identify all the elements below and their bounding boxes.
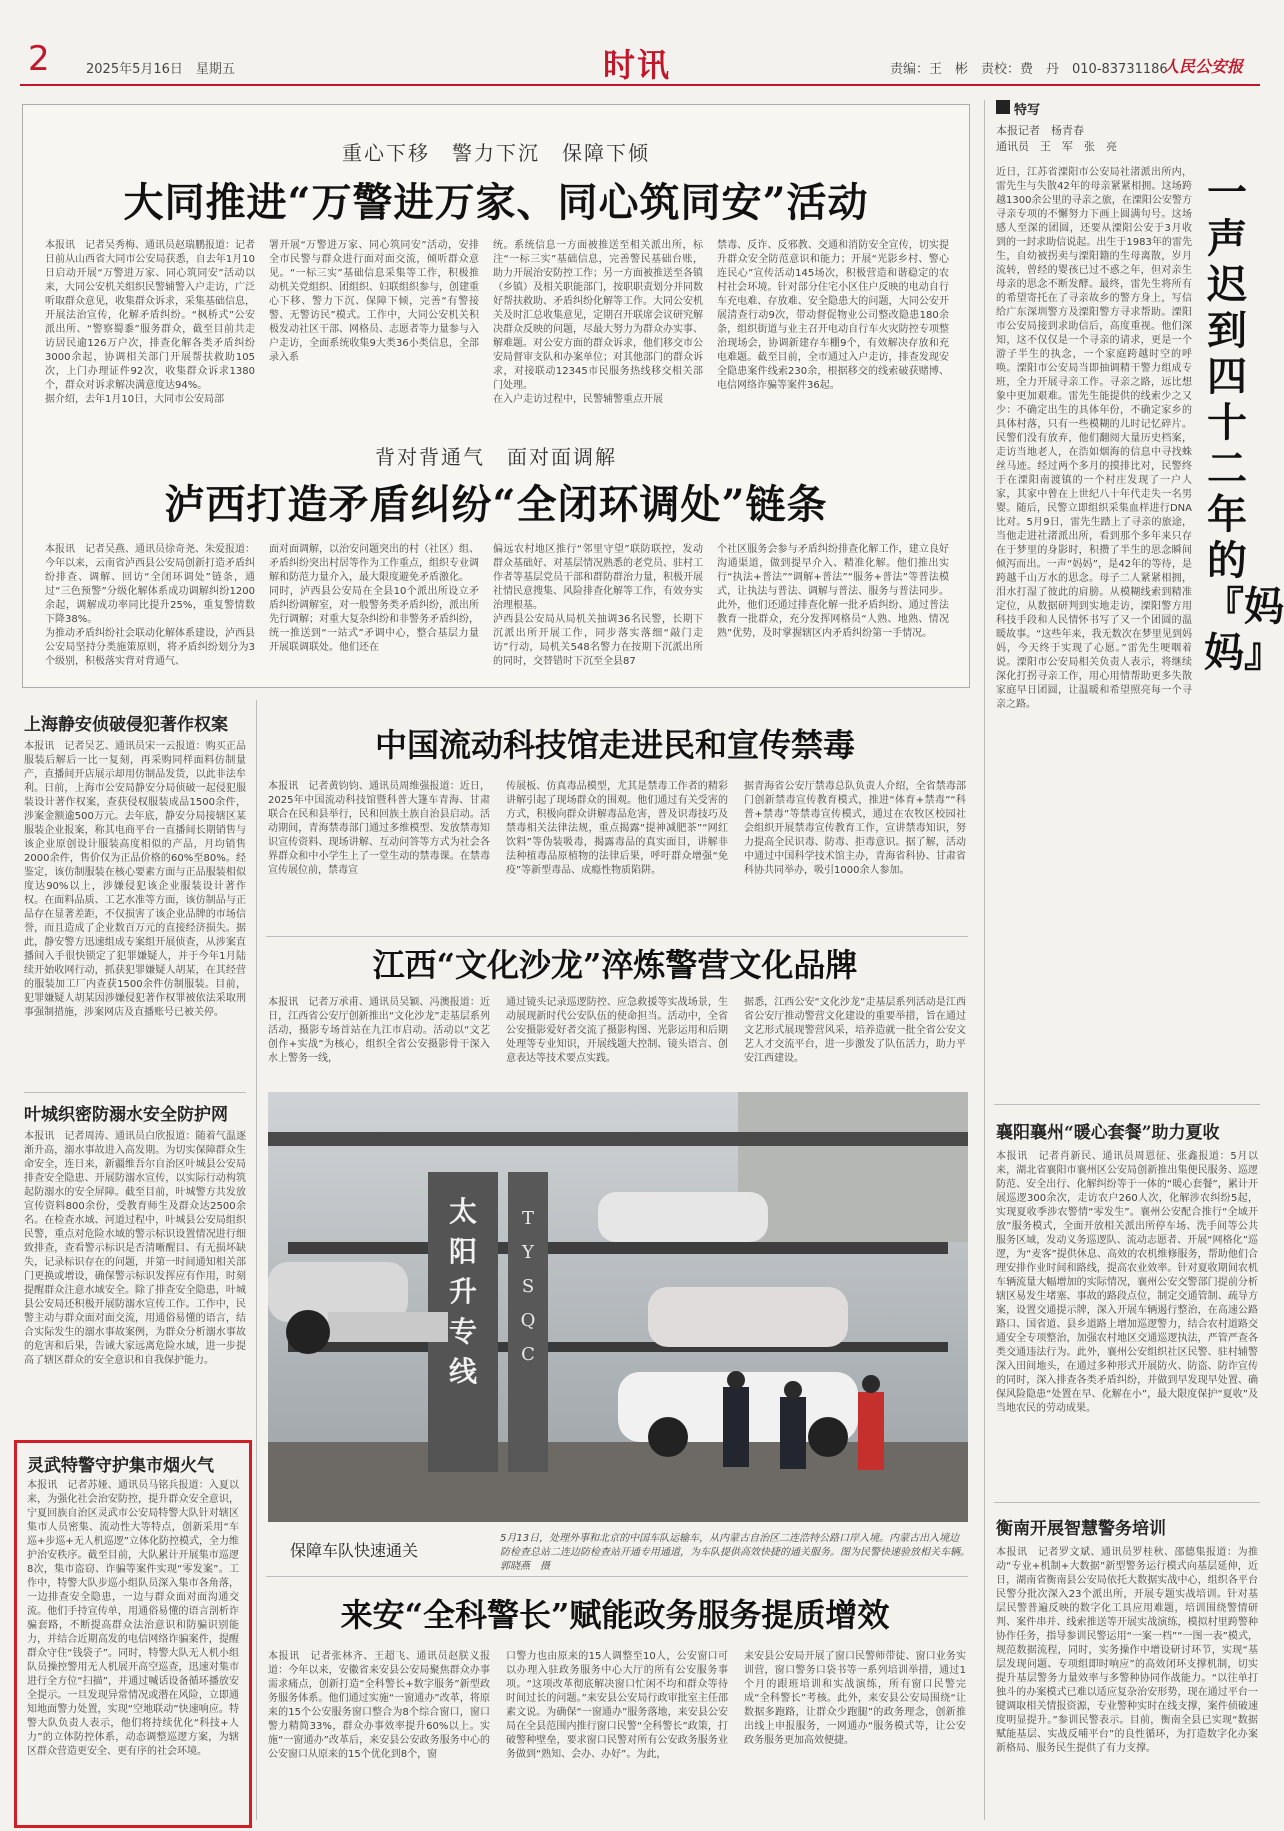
photo-caption: 5月13日，处理外事和北京的中国车队运输车，从内蒙古自治区二连浩特公路口岸入境。内蒙古出入境边防检查总站二连边防检查站开通专用通道，为车队提供高效快捷的通关服务。图为民警快速验放相关车辆。 郭晓燕 摄 — [500, 1533, 965, 1572]
article3-col3: 据青海省公安厅禁毒总队负责人介绍，全省禁毒部门创新禁毒宣传教育模式，推进“体育+禁毒”“科普+禁毒”等禁毒宣传模式，通过在农牧区校园社会组织开展禁毒宣传教育工作，宣讲禁毒知识，努力提高全民识毒、防毒、拒毒意识。据了解，活动中通过中国科学技术馆主办，青海省科协、甘肃省科协共同举办，吸引1000余人参加。 — [744, 781, 966, 876]
section-title: 时讯 — [603, 46, 672, 84]
page-header — [0, 0, 1280, 90]
editor-credits: 责编：王 彬 责校：费 丹 010-83731186 — [890, 62, 1168, 77]
feature-vertical-title: 一声迟到四十二年的『妈妈』 — [1204, 169, 1284, 676]
divider — [994, 1502, 1260, 1503]
article5-col2: 口警力也由原来的15人调整至10人，公安窗口可以办理入驻政务服务中心大厅的所有公安服务事项。“这项改革彻底解决窗口忙闲不均和群众等待时间过长的问题。”来安县公安局行政审批室主任邵素文说。为确保“一窗通办”服务落地，来安县公安局在全县范围内推行窗口民警“全科警长”政策，打破警种壁垒，要求窗口民警对所有公安政务服务业务做到“熟知、会办、办好”。为此， — [506, 1651, 728, 1760]
article1-col3: 统。系统信息一方面被推送至相关派出所，标注“一标三实”基础信息，完善警民基础台账，助力开展治安防控工作；另一方面被推送至各镇（乡镇）及相关职能部门，按职职责划分并同数好帮扶救助、矛盾纠纷化解等工作。大同公安机关及时汇总收集意见，定期召开联席会议研究解决群众反映的问题，尽最大努力为群众办实事、解难题。对公安方面的群众诉求，他们移交市公安局督审支队和办案单位；对其他部门的群众诉求，对接联动12345市民服务热线移交相关部门处理。 在入户走访过程中，民警辅警重点开展 — [493, 240, 703, 405]
xiangyang-title: 襄阳襄州“暖心套餐”助力夏收 — [996, 1123, 1220, 1143]
article2-col3: 偏远农村地区推行“邻里守望”联防联控，发动群众基础好、对基层情况熟悉的老党员、驻村工作者等基层党员干部和群防群治力量，积极开展社情民意搜集、风险排查化解等工作，有效夯实治理根基。 泸西县公安局从局机关抽调36名民警，长期下沉派出所开展工作，同步落实落细“敲门走访”行动，局机关548名警力在按期下沉派出所的同时，交替错时下沉至全县87 — [493, 544, 703, 667]
article5-col3: 来安县公安局开展了窗口民警师带徒、窗口业务实训营，窗口警务口袋书等一系列培训举措，通过1个月的跟班培训和实战演练，所有窗口民警完成“全科警长”考核。此外，来安县公安局围绕“让数据多跑路，让群众少跑腿”的政务理念，创新推出线上申报服务，一网通办“服务模式等，让公安政务服务更加高效便捷。 — [744, 1651, 966, 1746]
article4-col2: 通过镜头记录巡逻防控、应急救援等实战场景，生动展现新时代公安队伍的使命担当。活动中，全省公安摄影爱好者交流了摄影构图、光影运用和后期处理等专业知识，开展线题大控制、镜头语言、创意表达等技术要点实践。 — [506, 997, 728, 1064]
article1-col4: 禁毒、反诈、反邪教、交通和消防安全宣传，切实提升群众安全防范意识和能力；开展“光影乡村、警心连民心”宣传活动145场次，积极营造和谐稳定的农村社会环境。针对部分住宅小区住户反映的电动自行车充电难、存放难、安全隐患大的问题，大同公安开展清查行动9次，带动督促物业公司整改隐患180余条，组织街道与业主召开电动自行车火灾防控专项整治现场会，协调新建存车棚9个，有效解决存放和充电难题。截至目前，全市通过入户走访，排查发现安全隐患案件线索230余，根据移交的线索破获赌博、电信网络诈骗等案件36起。 — [717, 240, 949, 391]
column-divider — [984, 100, 985, 1820]
feature-text: 近日，江苏省溧阳市公安局社渚派出所内，雷先生与失散42年的母亲紧紧相拥。这场跨越1300余公里的寻亲之旅，在溧阳公安警方寻亲专项的不懈努力下画上圆满句号。这场感人至深的团圆，还要从溧阳公安于3月收到的一封求助信说起。出生于1983年的雷先生，自幼被拐卖与溧阳籍的生母离散，岁月流转，曾经的婴孩已过不惑之年，但对亲生母亲的思念不断发酵。最终，雷先生将所有的希望寄托在了寻亲故乡的警方身上，写信给广东深圳警方及溧阳警方寻求帮助。溧阳市公安局接到求助信后，高度重视。他们深知，这不仅仅是一个寻亲的请求，更是一个游子半生的执念，一个家庭跨越时空的呼唤。溧阳市公安局当即抽调精干警力组成专班，全力开展寻亲工作。寻亲之路，远比想象中更加艰难。雷先生能提供的线索少之又少：不确定出生的具体年份，不确定家乡的具体村落，只有一些模糊的儿时记忆碎片。民警们没有放弃，他们翻阅大量历史档案，走访当地老人，在浩如烟海的信息中寻找蛛丝马迹。经过两个多月的摸排比对，民警终于在溧阳南渡镇的一个村庄发现了一户人家，其家中曾在上世纪八十年代走失一名男婴。随后，民警立即组织采集血样进行DNA比对。5月9日，雷先生踏上了寻亲的旅途，当他走进社渚派出所，看到那个多年来只存在于梦里的身影时，积攒了半生的思念瞬间倾泻而出。一声“妈妈”，是42年的等待，是跨越千山万水的思念。母子二人紧紧相拥，泪水打湿了彼此的肩膀。从模糊线索到精准定位，从数据研判到实地走访，溧阳警方用科技手段和人民情怀书写了又一个团圆的温暖故事。“这些年来，我无数次在梦里见到妈妈，今天终于实现了心愿。”雷先生哽咽着说。溧阳市公安局相关负责人表示，将继续深化打拐寻亲工作，用心用情帮助更多失散家庭早日团圆，让温暖和希望照亮每一个寻亲之路。 — [996, 167, 1192, 710]
article1-col1: 本报讯 记者吴秀梅、通讯员赵瑞鹏报道：记者日前从山西省大同市公安局获悉，自去年1月10日启动开展“万警进万家、同心筑同安”活动以来，大同公安机关组织民警辅警入户走访，广泛听取群众意见，收集群众诉求，采集基础信息，开展法治宣传，化解矛盾纠纷。“枫桥式”公安派出所、“警察蜀黍”服务群众，截至目前共走访居民逾126万户次，排查化解各类矛盾纠纷3000余起，协调相关部门开展帮扶救助105次，上门办理证件92次，收集群众诉求1380个，群众对诉求解决满意度达94%。 据介绍，去年1月10日，大同市公安局部 — [45, 240, 255, 405]
article4-title: 江西“文化沙龙”淬炼警营文化品牌 — [372, 946, 858, 984]
top-feature-box — [22, 104, 970, 688]
article2-subtitle: 背对背通气 面对面调解 — [375, 445, 617, 469]
article3-col1: 本报讯 记者黄钧钧、通讯员周维强报道：近日，2025年中国流动科技馆暨科普大篷车青海、甘肃联合在民和县举行，民和回族土族自治县启动。活动期间，青海禁毒部门通过多维模型、发放禁毒知识宣传资料、现场讲解、互动问答等方式为社会各界群众和中小学生上了一堂生动的禁毒课。在禁毒宣传展位前，禁毒宣 — [268, 781, 490, 876]
article2-col1: 本报讯 记者吴燕、通讯员徐奇尧、朱爱报道：今年以来，云南省泸西县公安局创新打造矛盾纠纷排查、调解、回访“全闭环调处”链条，通过“三色预警”分级化解体系成功调解纠纷1200余起，调解成功率同比提升25%，重复警情数下降38%。 为推动矛盾纠纷社会联动化解体系建设，泸西县公安局坚持分类施策原则，将矛盾纠纷划分为3个级别，积极落实背对背通气、 — [45, 544, 255, 667]
photo-illustration — [268, 1092, 968, 1522]
article2-col2: 面对面调解，以治安问题突出的村（社区）组、矛盾纠纷突出村居等作为工作重点，组织专业调解和防范力量介入，最大限度避免矛盾激化。 同时，泸西县公安局在全县10个派出所设立矛盾纠纷调解室，对一般警务类矛盾纠纷，派出所先行调解；对重大复杂纠纷和非警务矛盾纠纷，统一推送到“一站式”矛调中心，整合基层力量开展联调联处。他们还在 — [269, 544, 479, 653]
article2-col4: 个社区服务会参与矛盾纠纷排查化解工作，建立良好沟通渠道，做到提早介入、精准化解。他们推出实行“执法+普法”“调解+普法”“服务+普法”等普法模式，让执法与普法、调解与普法、服务与普法同步。此外，他们还通过排查化解一批矛盾纠纷、通过普法教育一批群众，充分发挥网格员“人熟、地熟、情况熟”优势，及时掌握辖区内矛盾纠纷第一手情况。 — [717, 544, 949, 639]
shanghai-text: 本报讯 记者吴艺、通讯员宋一云报道：购买正品服装后解后一比一复刻，再采购同样面料仿制量产，直播间开店展示却用仿制品发货，以此非法牟利。日前，上海市公安局静安分局侦破一起侵犯服装设计著作权案，查获侵权服装成品1500余件，涉案金额逾500万元。去年底，静安分局接辖区某服装企业报案，称其电商平台一直播间长期销售与该企业原创设计服装高度相似的产品，月均销售2000余件，售价仅为正品价格的60%至80%。经鉴定，该仿制服装在核心要素方面与正品服装相似度达90%以上，涉嫌侵犯该企业服装设计著作权。在面料品质、工艺水准等方面，该仿制品与正品存在显著差距，不仅损害了该企业品牌的市场信誉，而且造成了企业数百万元的直接经济损失。据此，静安警方迅速组成专案组开展侦查，从涉案直播间入手很快锁定了犯罪嫌疑人，并于今年1月陆续开始收网行动，抓获犯罪嫌疑人胡某，在其经营的服装加工厂内查获1500余件仿制服装。目前，犯罪嫌疑人胡某因涉嫌侵犯著作权罪被依法采取刑事强制措施，涉案网店及直播账号已被关停。 — [24, 741, 246, 1018]
article4-col3: 据悉，江西公安“文化沙龙”走基层系列活动是江西省公安厅推动警营文化建设的重要举措，旨在通过文艺形式展现警营风采，培养造就一批全省公安文艺人才交流平台，进一步激发了队伍活力，助力平安江西建设。 — [744, 997, 966, 1064]
divider — [266, 1576, 968, 1577]
divider — [994, 1104, 1260, 1105]
truck-code: T Y S Q C — [520, 1208, 536, 1365]
article3-title: 中国流动科技馆走进民和宣传禁毒 — [374, 726, 855, 764]
feature-byline: 通讯员 王 军 张 亮 — [996, 140, 1117, 153]
feature-tag: 特写 — [1014, 103, 1041, 118]
lingwu-text: 本报讯 记者苏娅、通讯员马铭兵报道：入夏以来，为强化社会治安防控，提升群众安全意识，宁夏回族自治区灵武市公安局特警大队针对辖区集市人员密集、流动性大等特点，创新采用“车巡+步巡+无人机巡逻”立体化防控模式，全力维护治安秩序。截至目前，大队累计开展集市巡逻8次，集市盗窃、诈骗等案件实现“零发案”。工作中，特警大队步巡小组队员深入集市各角落，一边排查安全隐患，一边与群众面对面沟通交流。他们手持宣传单，用通俗易懂的语言剖析诈骗套路，不断提高群众法治意识和防骗识别能力，并结合近期高发的电信网络诈骗案件，提醒群众守住“钱袋子”。同时，特警大队无人机小组队员操控警用无人机展开高空巡查，迅速对集市进行全方位“扫描”，并通过喊话设备循环播放安全提示。一旦发现异常情况或潜在风险，立即通知地面警力处置，实现“空地联动”快速响应。特警大队负责人表示，他们将持续优化“科技+人力”的立体防控体系，动态调整巡逻方案，为辖区群众营造更安全、更有序的社会环境。 — [27, 1480, 239, 1757]
divider — [24, 1092, 246, 1093]
feature-byline: 本报记者 杨青春 — [996, 124, 1084, 137]
page-number: 2 — [28, 39, 50, 79]
yecheng-title: 叶城织密防溺水安全防护网 — [24, 1105, 228, 1125]
article1-subtitle: 重心下移 警力下沉 保障下倾 — [342, 141, 650, 165]
article5-col1: 本报讯 记者张林齐、王超飞、通讯员赵朕义报道：今年以来，安徽省来安县公安局聚焦群众办事需求痛点，创新打造“全科警长+数字服务”新型政务服务体系。他们通过实施“一窗通办”改革，将原来的15个公安服务窗口整合为8个综合窗口，窗口警力精简33%，群众办事效率提升60%以上。实施“一窗通办”改革后，来安县公安政务服务中心的公安窗口从原来的15个优化到8个，窗 — [268, 1651, 490, 1760]
issue-date: 2025年5月16日 星期五 — [86, 62, 235, 77]
divider — [266, 936, 968, 937]
hengnan-text: 本报讯 记者罗文斌、通讯员罗桂秋、邵德集报道：为推动“专业+机制+大数据”新型警务运行模式向基层延伸，近日，湖南省衡南县公安局依托大数据实战中心，组织各平台民警分批次深入23个派出所，开展专题实战培训。针对基层民警普遍反映的数字化工具应用难题，培训围绕警情研判、案件串并、线索推送等开展实战演练，模拟村里跨警种协作任务，指导参训民警运用“一案一档”“一图一表”模式，规范数据流程，同时，实务操作中增设研讨环节，实现“基层发现问题、专项组即时响应”的高效闭环支撑机制，切实提升基层警务力量效率与多警种协同作战能力。“以往单打独斗的办案模式已难以适应复杂治安形势，现在通过平台一键调取相关情报资源，专业警种实时在线支撑，案件侦破速度明显提升。”参训民警表示。目前，衡南全县已实现“数据赋能基层、实战反哺平台”的良性循环，为打造数字化办案新格局、服务民生提供了有力支撑。 — [996, 1547, 1258, 1754]
newspaper-logo: 人民公安报 — [1163, 57, 1244, 76]
hengnan-title: 衡南开展智慧警务培训 — [996, 1519, 1166, 1539]
lingwu-highlight-box — [14, 1440, 252, 1828]
article2-title: 泸西打造矛盾纠纷“全闭环调处”链条 — [164, 481, 828, 528]
photo-tagline: 保障车队快速通关 — [290, 1541, 419, 1560]
article1-title: 大同推进“万警进万家、同心筑同安”活动 — [123, 179, 869, 226]
feature-tag-marker — [996, 100, 1010, 114]
column-divider — [256, 700, 257, 1820]
article3-col2: 传展板、仿真毒品模型，尤其是禁毒工作者的精彩讲解引起了现场群众的围观。他们通过有关受害的方式，积极向群众讲解毒品危害，普及识毒技巧及禁毒相关法律法规，重点揭露“提神减肥茶”“网红饮料”等伪装吸毒，揭露毒品的真实面目，讲解非法种植毒品原植物的法律后果，呼吁群众增强“免疫”等新型毒品、成瘾性物质陷阱。 — [506, 781, 728, 876]
yecheng-text: 本报讯 记者周涛、通讯员白欣报道：随着气温逐渐升高，溺水事故进入高发期。为切实保障群众生命安全，连日来，新疆维吾尔自治区叶城县公安局排查安全隐患、开展防溺水宣传，以实际行动构筑起防溺水的安全屏障。截至目前，叶城警方共发放宣传资料800余份，受教育师生及群众达2500余名。在检查水域、河道过程中，叶城县公安局组织民警，重点对危险水域的警示标识设置情况进行细致排查，查看警示标识是否清晰醒目、有无损坏缺失，记录标识存在的问题，并第一时间通知相关部门更换或增设，确保警示标识发挥应有作用，时刻提醒群众注意水域安全。除了排查安全隐患，叶城县公安局还积极开展防溺水宣传工作。工作中，民警主动与群众面对面交流，用通俗易懂的语言，结合实际发生的溺水事故案例，为群众分析溺水事故的危害和后果，告诫大家远离危险水域，进一步提高了辖区群众的安全意识和自我保护能力。 — [24, 1131, 246, 1366]
article4-col1: 本报讯 记者万承甫、通讯员吴颖、冯澳报道：近日，江西省公安厅创新推出“文化沙龙”走基层系列活动，摄影专场首站在九江市启动。活动以“文艺创作+实战”为核心，组织全省公安摄影骨干深入水上警务一线， — [268, 997, 490, 1064]
news-photo — [268, 1092, 968, 1522]
header-rule — [20, 84, 1260, 86]
lingwu-title: 灵武特警守护集市烟火气 — [27, 1456, 214, 1476]
article1-col2: 署开展“万警进万家、同心筑同安”活动，安排全市民警与群众进行面对面交流，倾听群众意见。“一标三实”基础信息采集等工作，积极推动机关党组织、团组织、妇联组织参与，创建重心下移、警力下沉、保障下倾，完善“有警接警、无警访民”模式。工作中，大同公安机关积极发动社区干部、网格员、志愿者等力量参与入户走访，全面系统收集9大类36小类信息，全部录入系 — [269, 240, 479, 363]
truck-lettering: 太阳升专线 — [448, 1195, 477, 1388]
article5-title: 来安“全科警长”赋能政务服务提质增效 — [340, 1596, 890, 1634]
shanghai-title: 上海静安侦破侵犯著作权案 — [24, 715, 228, 735]
xiangyang-text: 本报讯 记者肖新民、通讯员周恩征、张鑫报道：5月以来，湖北省襄阳市襄州区公安局创新推出集便民服务、巡逻防范、安全出行、化解纠纷等于一体的“暖心套餐”，累计开展巡逻300余次，走访农户260人次，化解涉农纠纷5起，实现夏收季涉农警情“零发生”。襄州公安配合推行“全域开放”服务模式，全面开放相关派出所停车场、洗手间等公共服务区域，发动义务巡逻队、流动志愿者、开展“网格化”巡逻，为“麦客”提供休息、高效的农机维修服务，帮助他们合理安排作业时间和路线，提高农业效率。针对夏收期间农机车辆流量大幅增加的实际情况，襄州公安交警部门提前分析辖区易发生堵塞、事故的路段点位，制定交通管制、疏导方案，设置交通提示牌，深入开展车辆遏行整治，在高速公路路口、国省道、县乡道路上增加巡逻警力，结合农村道路交通安全专项整治，加强农村地区交通巡逻执法，严管严查各类交通违法行为。此外，襄州公安组织社区民警、驻村辅警深入田间地头，在通过多种形式开展防火、防盗、防诈宣传的同时，深入排查各类矛盾纠纷，并做到早发现早处置、确保风险隐患“处置在早、化解在小”，最大限度保护“夏收”及当地农民的劳动成果。 — [996, 1151, 1258, 1414]
